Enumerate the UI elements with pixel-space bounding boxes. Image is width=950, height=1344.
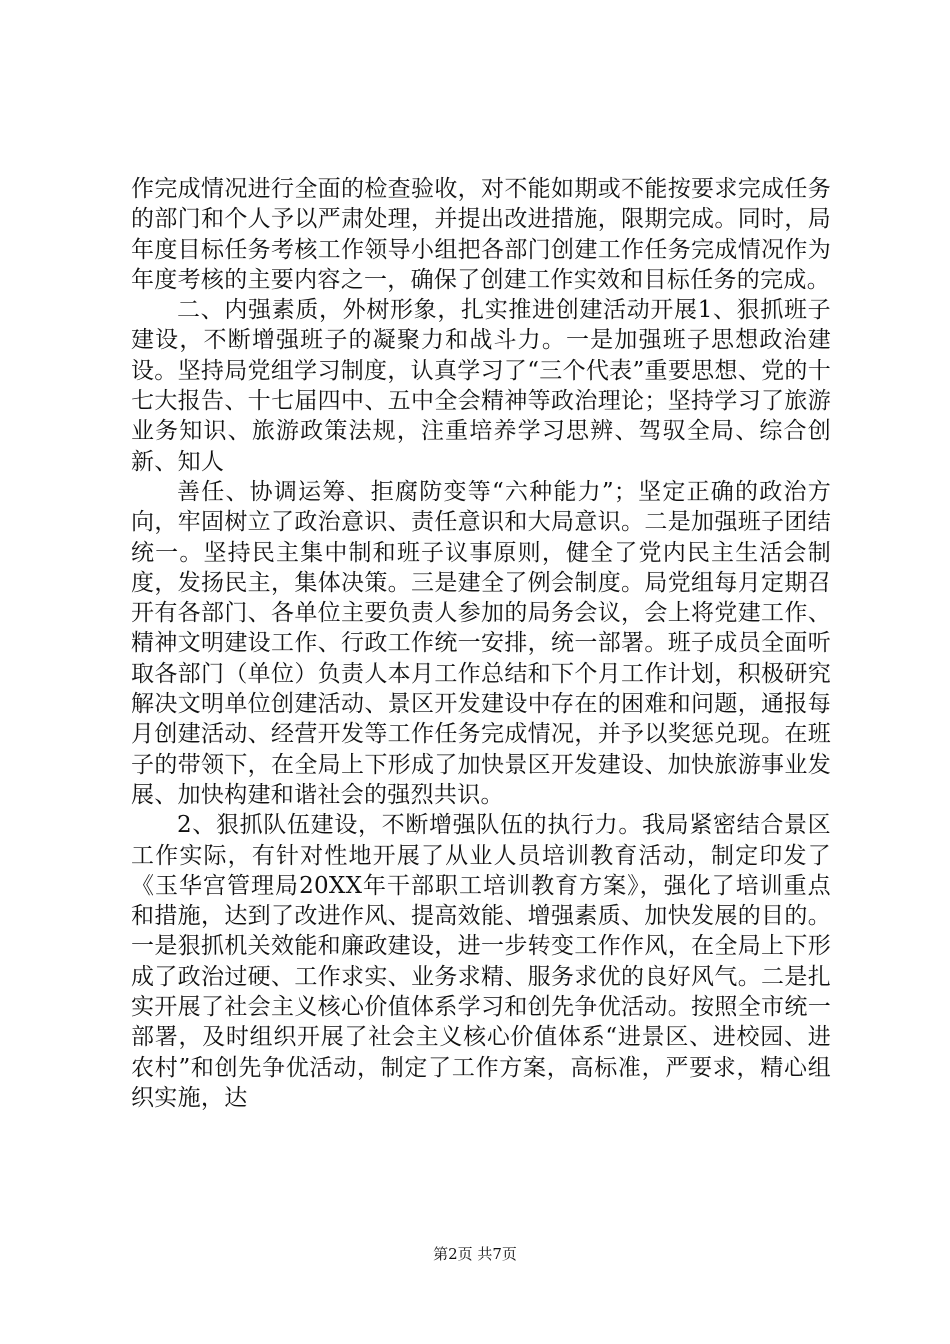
page-footer: 第2页 共7页: [433, 1245, 517, 1263]
paragraph-section-two: 二、内强素质，外树形象，扎实推进创建活动开展1、狠抓班子建设，不断增强班子的凝聚力和战斗力。一是加强班子思想政治建设。坚持局党组学习制度，认真学习了“三个代表”重要思想、党的十七大报告、十七届四中、五中全会精神等政治理论；坚持学习了旅游业务知识、旅游政策法规，注重培养学习思辨、驾驭全局、综合创新、知人: [131, 297, 831, 475]
paragraph-leadership: 善任、协调运筹、拒腐防变等“六种能力”；坚定正确的政治方向，牢固树立了政治意识、责任意识和大局意识。二是加强班子团结统一。坚持民主集中制和班子议事原则，健全了党内民主生活会制度，发扬民主，集体决策。三是建全了例会制度。局党组每月定期召开有各部门、各单位主要负责人参加的局务会议，会上将党建工作、精神文明建设工作、行政工作统一安排，统一部署。班子成员全面听取各部门（单位）负责人本月工作总结和下个月工作计划，积极研究解决文明单位创建活动、景区开发建设中存在的困难和问题，通报每月创建活动、经营开发等工作任务完成情况，并予以奖惩兑现。在班子的带领下，在全局上下形成了加快景区开发建设、加快旅游事业发展、加快构建和谐社会的强烈共识。: [131, 478, 831, 808]
document-body: [131, 174, 831, 1113]
paragraph-team-building: 2、狠抓队伍建设，不断增强队伍的执行力。我局紧密结合景区工作实际，有针对性地开展了从业人员培训教育活动，制定印发了《玉华宫管理局20XX年干部职工培训教育方案》，强化了培训重点和措施，达到了改进作风、提高效能、增强素质、加快发展的目的。一是狠抓机关效能和廉政建设，进一步转变工作作风，在全局上下形成了政治过硬、工作求实、业务求精、服务求优的良好风气。二是扎实开展了社会主义核心价值体系学习和创先争优活动。按照全市统一部署，及时组织开展了社会主义核心价值体系“进景区、进校园、进农村”和创先争优活动，制定了工作方案，高标准，严要求，精心组织实施，达: [131, 812, 831, 1111]
paragraph-continuation: 作完成情况进行全面的检查验收，对不能如期或不能按要求完成任务的部门和个人予以严肃处理，并提出改进措施，限期完成。同时，局年度目标任务考核工作领导小组把各部门创建工作任务完成情况作为年度考核的主要内容之一，确保了创建工作实效和目标任务的完成。: [131, 176, 831, 293]
